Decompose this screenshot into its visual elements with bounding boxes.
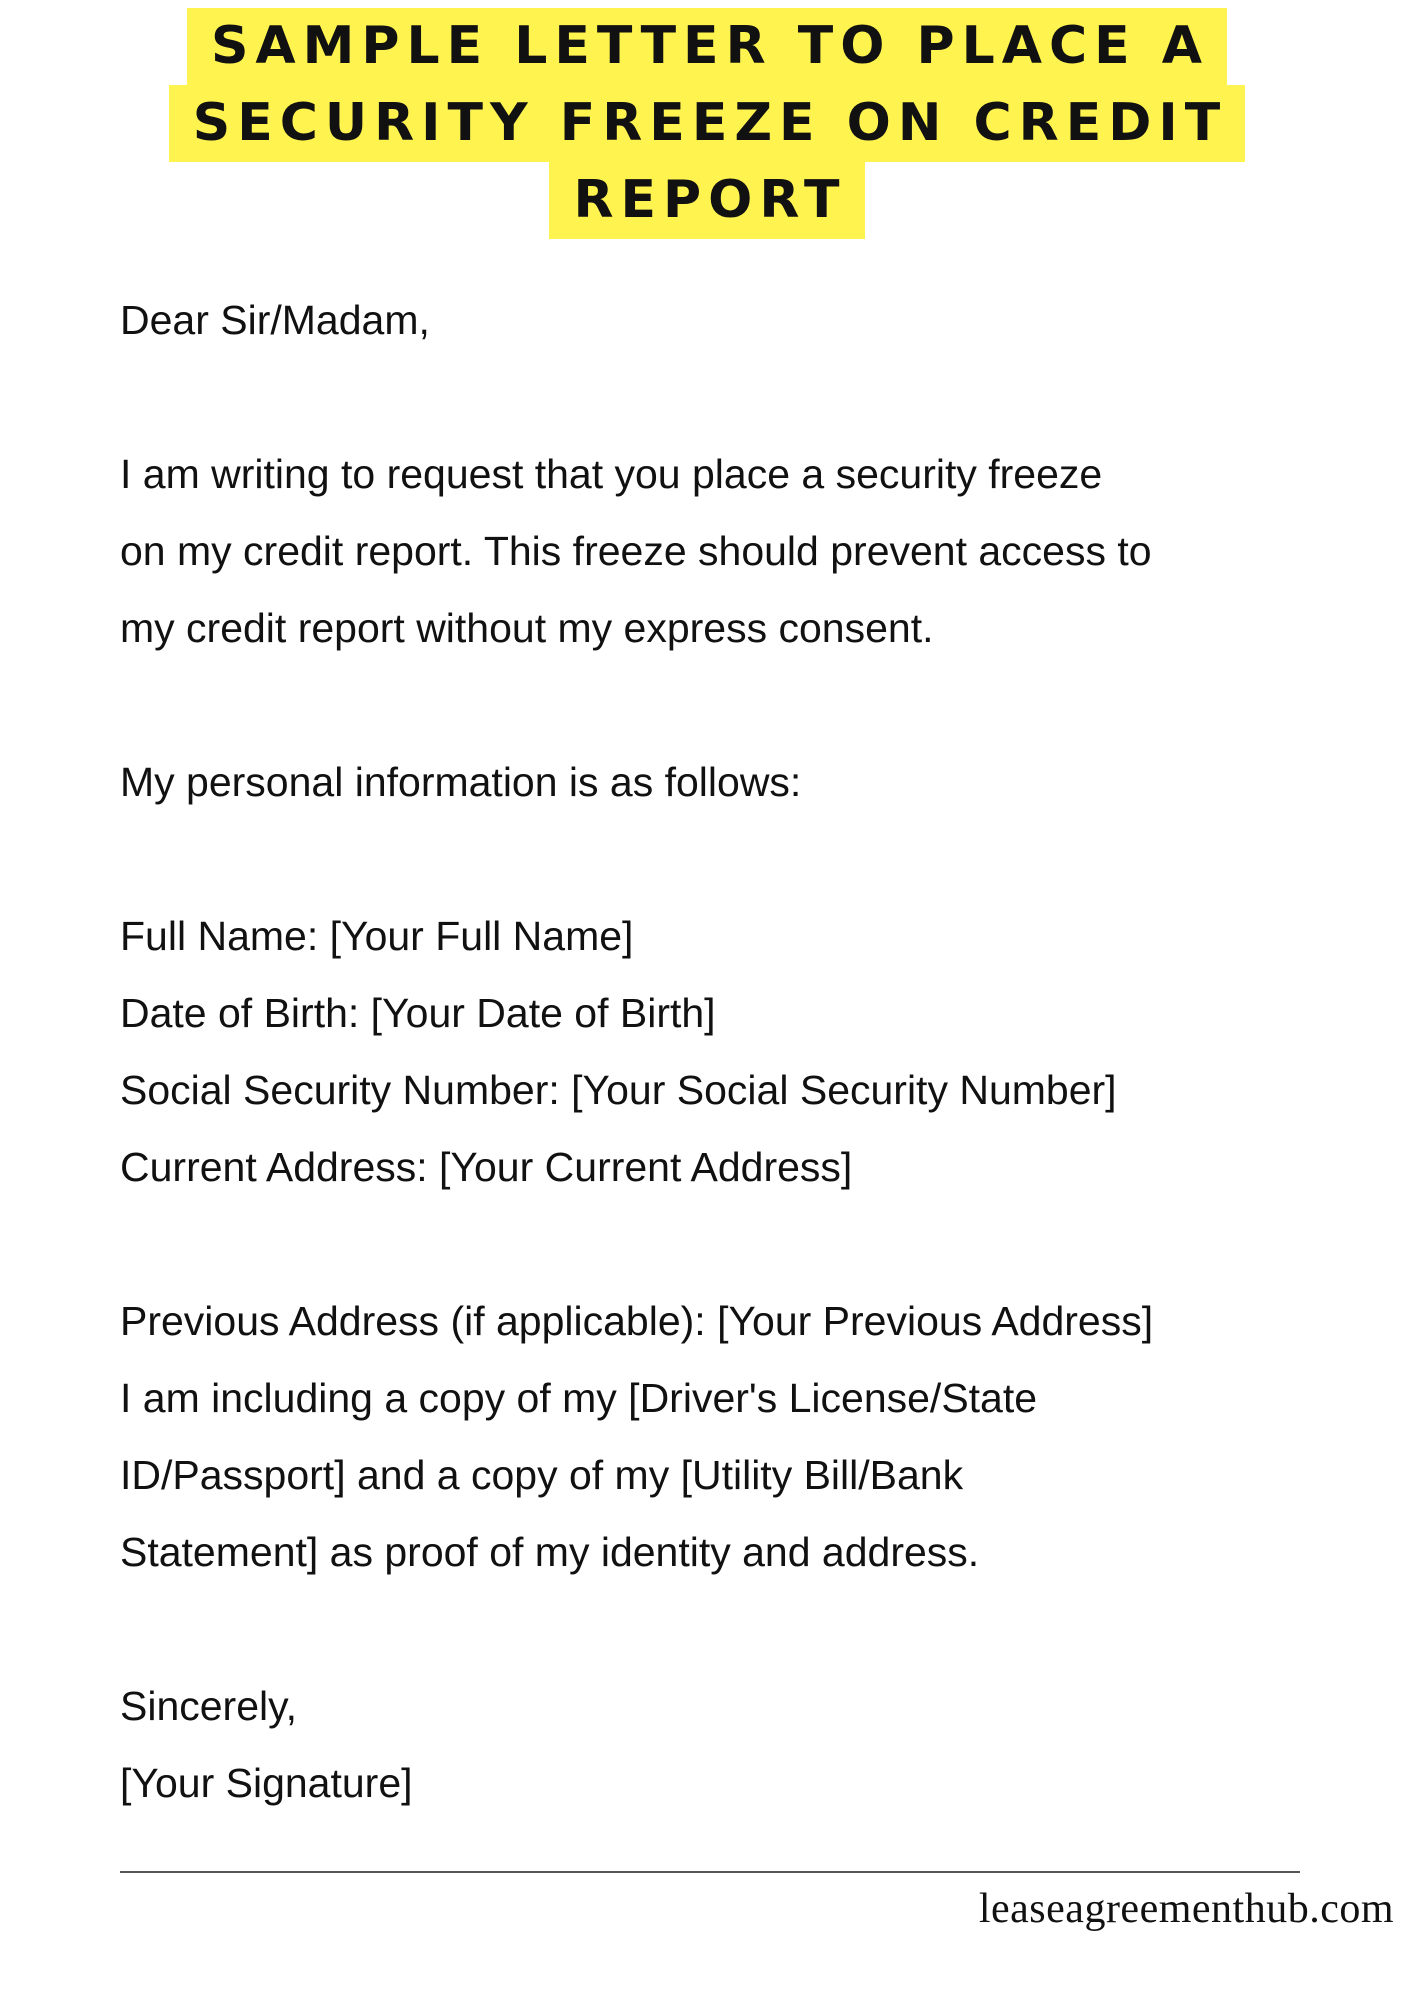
field-full-name: Full Name: [Your Full Name] — [120, 913, 634, 959]
paragraph-gap — [120, 359, 1360, 436]
proof-line: Statement] as proof of my identity and address. — [120, 1529, 980, 1575]
document-title — [0, 8, 1414, 239]
website-credit: leaseagreementhub.com — [978, 1886, 1394, 1932]
paragraph-gap — [120, 667, 1360, 744]
salutation: Dear Sir/Madam, — [120, 297, 430, 343]
info-heading: My personal information is as follows: — [120, 759, 802, 805]
field-date-of-birth: Date of Birth: [Your Date of Birth] — [120, 990, 716, 1036]
intro-line: I am writing to request that you place a security freeze — [120, 451, 1103, 497]
proof-line: ID/Passport] and a copy of my [Utility Bill/Bank — [120, 1452, 964, 1498]
letter-body — [120, 282, 1360, 1822]
intro-line: my credit report without my express consent. — [120, 605, 934, 651]
intro-line: on my credit report. This freeze should prevent access to — [120, 528, 1152, 574]
field-ssn: Social Security Number: [Your Social Security Number] — [120, 1067, 1117, 1113]
paragraph-gap — [120, 1206, 1360, 1283]
proof-line: I am including a copy of my [Driver's License/State — [120, 1375, 1038, 1421]
closing: Sincerely, — [120, 1683, 297, 1729]
field-previous-address: Previous Address (if applicable): [Your Previous Address] — [120, 1298, 1154, 1344]
signature-placeholder: [Your Signature] — [120, 1760, 413, 1806]
title-line: SECURITY FREEZE ON CREDIT — [0, 85, 1414, 162]
paragraph-gap — [120, 1591, 1360, 1668]
title-line: SAMPLE LETTER TO PLACE A — [0, 8, 1414, 85]
field-current-address: Current Address: [Your Current Address] — [120, 1144, 853, 1190]
title-line: REPORT — [0, 162, 1414, 239]
footer-divider — [120, 1871, 1300, 1873]
paragraph-gap — [120, 821, 1360, 898]
